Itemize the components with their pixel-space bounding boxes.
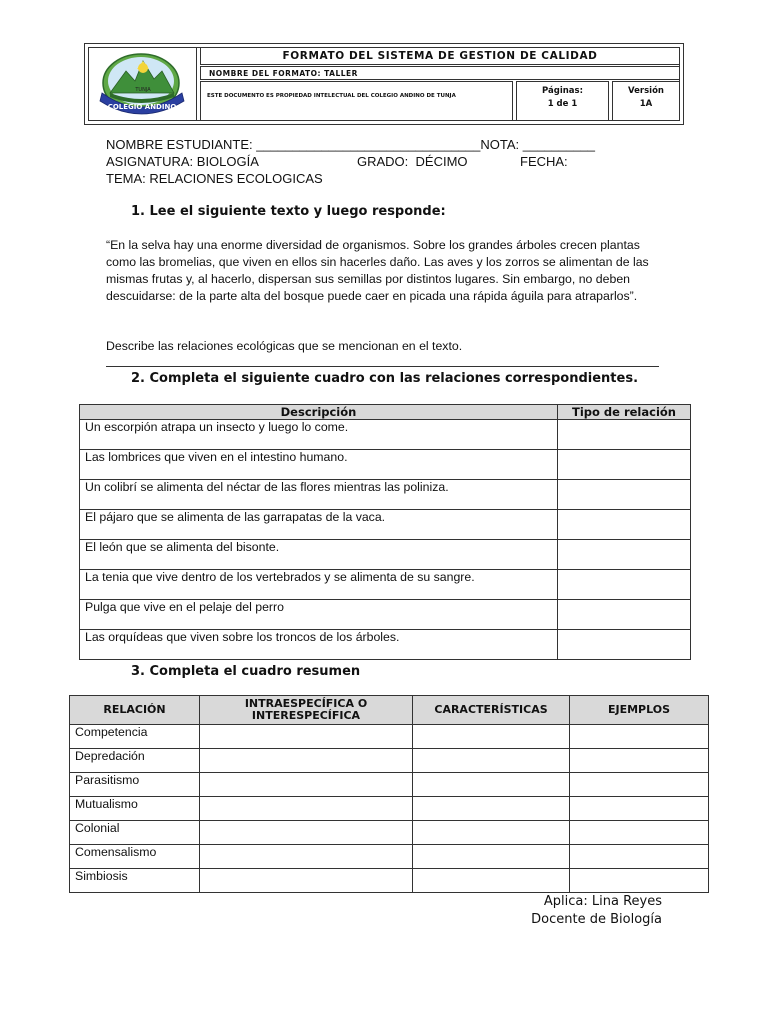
answer-cell[interactable] — [413, 749, 570, 773]
topic: TEMA: RELACIONES ECOLOGICAS — [106, 171, 323, 186]
pages-label: Páginas: — [542, 86, 583, 96]
answer-cell[interactable] — [413, 725, 570, 749]
table-row — [80, 540, 691, 570]
question-1-prompt: Describe las relaciones ecológicas que se mencionan en el texto. — [106, 339, 463, 353]
relation-name: Mutualismo — [70, 797, 200, 821]
relation-type-cell[interactable] — [558, 570, 691, 600]
school-logo — [88, 47, 195, 119]
relation-type-cell[interactable] — [558, 630, 691, 660]
answer-cell[interactable] — [413, 869, 570, 893]
relation-type-cell[interactable] — [558, 510, 691, 540]
answer-cell[interactable] — [200, 821, 413, 845]
summary-table — [69, 695, 709, 893]
logo-city-text: TUNJA — [135, 87, 151, 93]
table-row — [80, 480, 691, 510]
col-examples: EJEMPLOS — [570, 696, 709, 725]
subject: ASIGNATURA: BIOLOGÍA — [106, 154, 259, 169]
answer-cell[interactable] — [570, 869, 709, 893]
row-description: Las orquídeas que viven sobre los troncos de los árboles. — [80, 630, 558, 660]
relation-name: Simbiosis — [70, 869, 200, 893]
relation-type-cell[interactable] — [558, 480, 691, 510]
answer-cell[interactable] — [570, 725, 709, 749]
table-row — [70, 821, 709, 845]
answer-cell[interactable] — [200, 773, 413, 797]
table-row — [70, 797, 709, 821]
table-row — [80, 420, 691, 450]
answer-cell[interactable] — [570, 773, 709, 797]
col-relation: RELACIÓN — [70, 696, 200, 725]
relations-table — [79, 404, 691, 660]
answer-cell[interactable] — [413, 773, 570, 797]
answer-line — [106, 366, 659, 367]
question-1-heading: 1. Lee el siguiente texto y luego responde: — [131, 204, 446, 219]
answer-cell[interactable] — [413, 821, 570, 845]
table-row — [70, 773, 709, 797]
table-row — [80, 450, 691, 480]
relation-name: Competencia — [70, 725, 200, 749]
logo-cell — [88, 47, 197, 121]
version-box — [612, 81, 680, 121]
col-features: CARACTERÍSTICAS — [413, 696, 570, 725]
relation-name: Parasitismo — [70, 773, 200, 797]
table-row — [80, 570, 691, 600]
answer-cell[interactable] — [570, 845, 709, 869]
table-row — [70, 845, 709, 869]
grade: GRADO: DÉCIMO — [357, 154, 468, 169]
answer-cell[interactable] — [200, 749, 413, 773]
col-intra-inter: INTRAESPECÍFICA O INTERESPECÍFICA — [200, 696, 413, 725]
answer-cell[interactable] — [200, 869, 413, 893]
pages-box — [516, 81, 609, 121]
row-description: El pájaro que se alimenta de las garrapatas de la vaca. — [80, 510, 558, 540]
answer-cell[interactable] — [413, 845, 570, 869]
question-1-text: “En la selva hay una enorme diversidad de organismos. Sobre los grandes árboles crecen plantas como las bromelias, que viven en ellos sin hacerles daño. Las aves y los zorros se alimentan de las mismas frutas y, al hacerlo, dispersan sus semillas por distintos lugares. Sin embargo, no deben descuidarse: de la parte alta del bosque puede caer en picada una rápida águila para atraparlos”. — [106, 238, 649, 303]
teacher-name: Aplica: Lina Reyes — [543, 894, 662, 909]
row-description: El león que se alimenta del bisonte. — [80, 540, 558, 570]
answer-cell[interactable] — [200, 845, 413, 869]
row-description: Un colibrí se alimenta del néctar de las flores mientras las poliniza. — [80, 480, 558, 510]
answer-cell[interactable] — [570, 821, 709, 845]
row-description: Un escorpión atrapa un insecto y luego lo come. — [80, 420, 558, 450]
teacher-title: Docente de Biología — [531, 912, 662, 927]
row-description: La tenia que vive dentro de los vertebrados y se alimenta de su sangre. — [80, 570, 558, 600]
logo-ribbon-text: COLEGIO ANDINO — [107, 103, 177, 111]
relation-type-cell[interactable] — [558, 540, 691, 570]
date-label: FECHA: — [520, 154, 568, 169]
relation-type-cell[interactable] — [558, 420, 691, 450]
relation-name: Colonial — [70, 821, 200, 845]
student-name-line: NOMBRE ESTUDIANTE: _______________________________NOTA: __________ — [106, 137, 596, 152]
row-description: Las lombrices que viven en el intestino humano. — [80, 450, 558, 480]
relation-type-cell[interactable] — [558, 450, 691, 480]
question-2-heading: 2. Completa el siguiente cuadro con las relaciones correspondientes. — [131, 371, 639, 386]
answer-cell[interactable] — [200, 725, 413, 749]
table-row — [80, 510, 691, 540]
question-3-heading: 3. Completa el cuadro resumen — [131, 664, 361, 679]
answer-cell[interactable] — [570, 749, 709, 773]
table-row — [80, 630, 691, 660]
relation-name: Depredación — [70, 749, 200, 773]
col-relation-type: Tipo de relación — [558, 405, 691, 420]
table-row — [70, 749, 709, 773]
table-row — [80, 600, 691, 630]
table-row — [70, 869, 709, 893]
pages-value: 1 de 1 — [547, 99, 578, 109]
relation-name: Comensalismo — [70, 845, 200, 869]
form-title: FORMATO DEL SISTEMA DE GESTION DE CALIDAD — [200, 47, 680, 65]
answer-cell[interactable] — [413, 797, 570, 821]
relation-type-cell[interactable] — [558, 600, 691, 630]
col-description: Descripción — [80, 405, 558, 420]
signature-block — [460, 893, 662, 929]
answer-cell[interactable] — [200, 797, 413, 821]
row-description: Pulga que vive en el pelaje del perro — [80, 600, 558, 630]
property-notice: ESTE DOCUMENTO ES PROPIEDAD INTELECTUAL DEL COLEGIO ANDINO DE TUNJA — [200, 81, 513, 121]
version-label: Versión — [628, 86, 664, 96]
format-name: NOMBRE DEL FORMATO: TALLER — [200, 66, 680, 80]
table-row — [70, 725, 709, 749]
answer-cell[interactable] — [570, 797, 709, 821]
version-value: 1A — [639, 99, 653, 109]
